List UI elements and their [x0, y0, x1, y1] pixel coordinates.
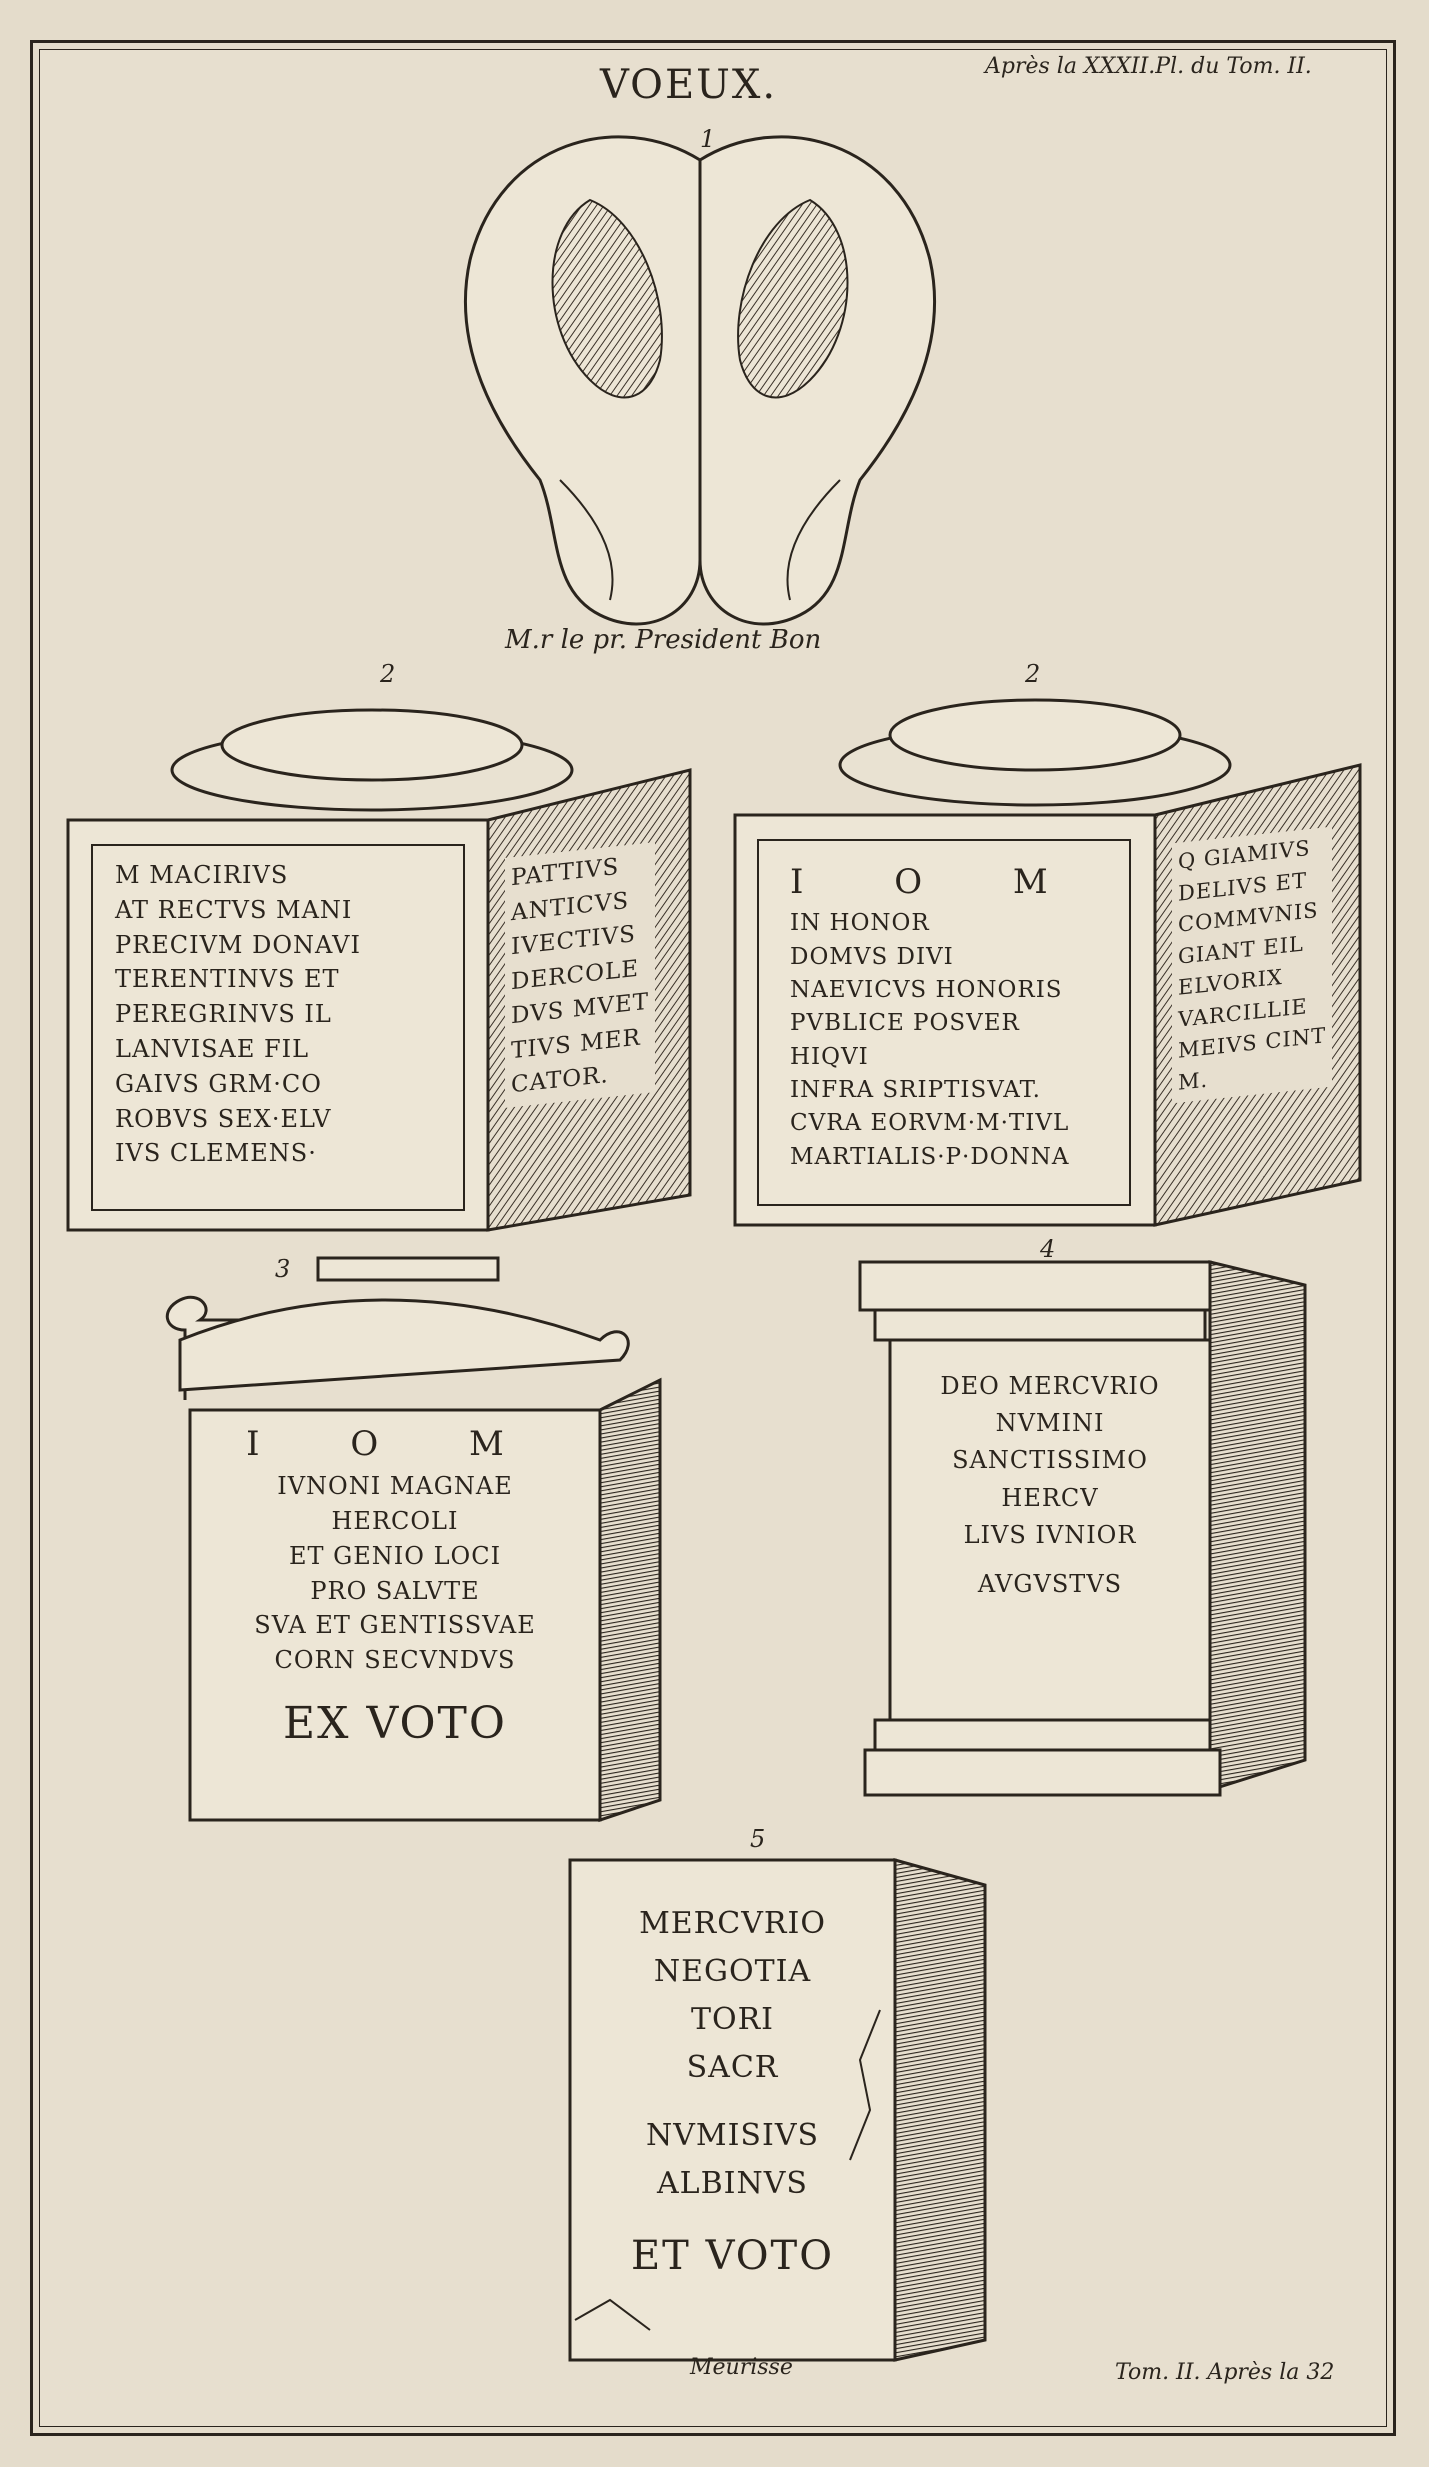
inscription-line: INFRA SRIPTISVAT.: [790, 1077, 1041, 1104]
figure-number-5: 5: [750, 1825, 766, 1853]
altar-2b-side-inscription: [1172, 827, 1332, 1104]
inscription-line: NEGOTIA: [653, 1954, 812, 1989]
figure-number-2b: 2: [1025, 660, 1041, 688]
inscription-line: GIANT EIL: [1178, 931, 1304, 969]
altar-4-inscription: [890, 1368, 1210, 1603]
inscription-line: NAEVICVS HONORIS: [790, 976, 1063, 1003]
inscription-line: HERCOLI: [331, 1507, 459, 1536]
inscription-line: VARCILLIE: [1178, 993, 1308, 1032]
figure-number-3: 3: [275, 1255, 291, 1283]
inscription-line: IVNONI MAGNAE: [277, 1472, 513, 1501]
altar-2a-front-inscription: [115, 858, 361, 1171]
altar-2a-side-inscription: [505, 842, 655, 1107]
inscription-line: DERCOLE: [511, 955, 640, 995]
inscription-line: COMMVNIS: [1178, 898, 1319, 937]
inscription-line: NVMINI: [995, 1409, 1105, 1438]
inscription-line: TORI: [690, 2002, 775, 2037]
inscription-header: I O M: [790, 862, 1088, 902]
inscription-line: ET GENIO LOCI: [288, 1541, 502, 1570]
inscription-line: DVS MVET: [511, 988, 650, 1030]
inscription-line: SACR: [686, 2050, 779, 2085]
plate-reference: Après la XXXII.Pl. du Tom. II.: [985, 54, 1312, 79]
figure-number-2a: 2: [380, 660, 396, 688]
figure-number-1: 1: [700, 125, 716, 153]
inscription-line: GAIVS GRM·CO: [115, 1069, 322, 1098]
ears-caption: M.r le pr. President Bon: [505, 625, 822, 655]
inscription-line: PVBLICE POSVER: [790, 1010, 1020, 1037]
inscription-line: ANTICVS: [511, 887, 630, 926]
inscription-line: ALBINVS: [657, 2166, 808, 2201]
inscription-line: CVRA EORVM·M·TIVL: [790, 1110, 1070, 1137]
inscription-line: PEREGRINVS IL: [115, 1000, 332, 1029]
inscription-line: PRO SALVTE: [310, 1576, 480, 1605]
altar-2b-front-inscription: [790, 858, 1088, 1174]
inscription-line: ROBVS SEX·ELV: [115, 1104, 332, 1133]
inscription-line: SVA ET GENTISSVAE: [254, 1611, 536, 1640]
inscription-line: NVMISIVS: [645, 2118, 820, 2153]
inscription-line: TIVS MER: [511, 1024, 641, 1064]
inscription-line: DEO MERCVRIO: [940, 1372, 1160, 1400]
inscription-line: TERENTINVS ET: [115, 965, 340, 994]
inscription-line: MARTIALIS·P·DONNA: [790, 1143, 1070, 1170]
inscription-line: HIQVI: [790, 1043, 869, 1070]
inscription-line: Q GIAMIVS: [1178, 835, 1311, 874]
inscription-line: IN HONOR: [790, 910, 930, 937]
inscription-line: PRECIVM DONAVI: [115, 930, 361, 959]
inscription-line: HERCV: [1001, 1483, 1099, 1512]
inscription-line: LIVS IVNIOR: [963, 1520, 1137, 1549]
plate-title: VOEUX.: [600, 62, 778, 108]
inscription-line: MEIVS CINT: [1178, 1023, 1327, 1063]
inscription-line: SANCTISSIMO: [952, 1446, 1148, 1475]
inscription-header: I O M: [246, 1424, 544, 1464]
inscription-line: MERCVRIO: [639, 1906, 826, 1941]
ears-votive-illustration: [465, 137, 934, 624]
inscription-line: DELIVS ET: [1178, 867, 1307, 906]
inscription-line: M MACIRIVS: [115, 861, 289, 889]
altar-5-inscription: [570, 1900, 895, 2288]
inscription-line: PATTIVS: [511, 853, 620, 892]
altar-3-inscription: [195, 1420, 595, 1756]
inscription-line: IVECTIVS: [511, 921, 636, 961]
figure-number-4: 4: [1040, 1235, 1056, 1263]
inscription-line: ELVORIX: [1178, 964, 1283, 1000]
inscription-line: LANVISAE FIL: [115, 1034, 310, 1063]
engraver-signature: Meurisse: [690, 2355, 793, 2380]
inscription-line: M.: [1178, 1067, 1209, 1095]
inscription-line: IVS CLEMENS·: [115, 1139, 317, 1168]
inscription-line: CATOR.: [511, 1061, 609, 1099]
inscription-line: AT RECTVS MANI: [115, 895, 353, 924]
inscription-footer: ET VOTO: [630, 2233, 835, 2279]
volume-reference: Tom. II. Après la 32: [1115, 2360, 1335, 2385]
inscription-footer: EX VOTO: [283, 1698, 507, 1750]
inscription-line: CORN SECVNDVS: [274, 1646, 516, 1675]
inscription-line: AVGVSTVS: [977, 1569, 1123, 1598]
inscription-line: DOMVS DIVI: [790, 943, 954, 970]
